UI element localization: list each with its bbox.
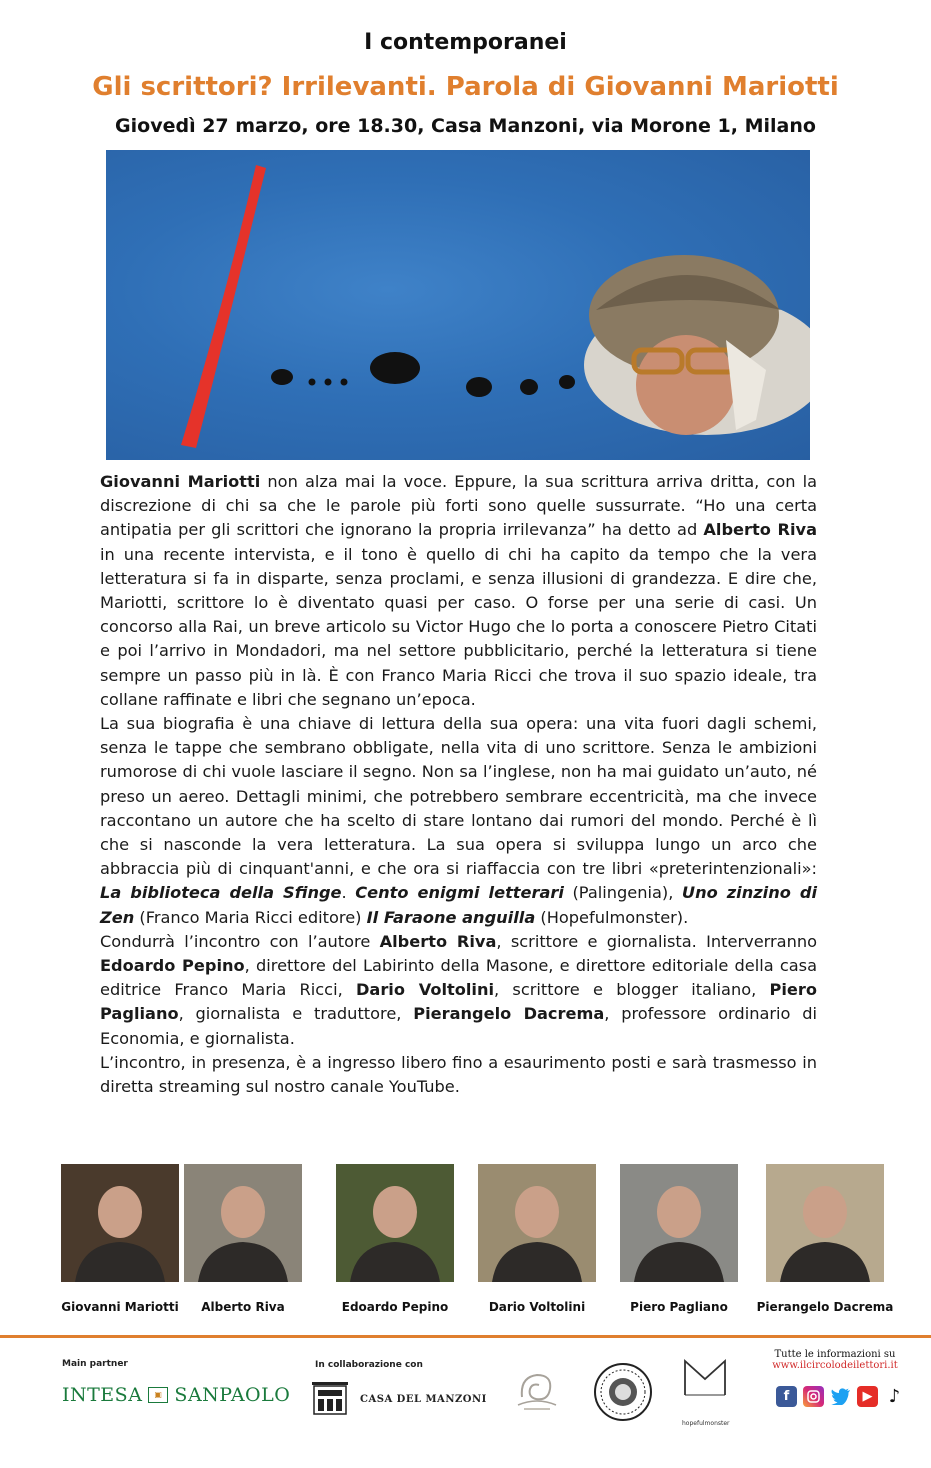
text-run: Condurrà l’incontro con l’autore (100, 931, 380, 951)
speaker-photo (184, 1164, 302, 1282)
text-run: , scrittore e giornalista. Interverranno (496, 931, 818, 951)
emphasis-text: Uno zinzino di Zen (100, 883, 817, 927)
series-label: I contemporanei (364, 30, 567, 55)
event-date: Giovedì 27 marzo, ore 18.30, Casa Manzoni, via Morone 1, Milano (115, 115, 816, 137)
casa-manzoni-logo[interactable] (310, 1380, 487, 1418)
facebook-icon[interactable]: f (776, 1386, 797, 1407)
emphasis-text: Dario Voltolini (355, 980, 495, 1000)
website-link[interactable]: www.ilcircolodeilettori.it (772, 1360, 898, 1371)
intesa-sanpaolo-logo[interactable] (62, 1384, 290, 1406)
emphasis-text: Edoardo Pepino (100, 956, 245, 976)
intesa-emblem-icon: ▣ (148, 1387, 168, 1403)
text-run: . (341, 883, 356, 903)
speakers-row (0, 1164, 931, 1324)
black-dot (325, 379, 332, 386)
speaker-card (462, 1164, 612, 1314)
speaker-photo (61, 1164, 179, 1282)
speaker-card (320, 1164, 470, 1314)
text-run: (Franco Maria Ricci editore) (134, 907, 367, 927)
emphasis-text: Giovanni Mariotti (100, 472, 261, 491)
speaker-name: Piero Pagliano (630, 1300, 728, 1314)
article-body (100, 470, 817, 1099)
speaker-name: Edoardo Pepino (341, 1300, 449, 1314)
black-dot (559, 375, 575, 389)
footer (0, 1345, 931, 1465)
emphasis-text: Alberto Riva (703, 520, 817, 540)
instagram-icon[interactable] (803, 1386, 824, 1407)
social-icons (776, 1386, 905, 1407)
youtube-icon[interactable]: ▶ (857, 1386, 878, 1407)
emphasis-text: Alberto Riva (379, 931, 497, 951)
hopefulmonster-name: hopefulmonster (682, 1420, 730, 1427)
portrait-silhouette-icon (766, 1164, 884, 1282)
intesa-right-word: SANPAOLO (174, 1384, 291, 1406)
author-portrait (584, 255, 810, 435)
paragraph-4 (100, 1051, 817, 1099)
text-run: , scrittore e blogger italiano, (494, 980, 770, 1000)
hopefulmonster-logo-icon[interactable] (683, 1357, 727, 1397)
info-block (760, 1349, 910, 1371)
casa-manzoni-emblem-icon (310, 1380, 350, 1418)
speaker-photo (766, 1164, 884, 1282)
text-run: La sua biografia è una chiave di lettura della sua opera: una vita fuori dagli schemi, senza le tappe che sembrano obbligate, nella vita di uno scrittore. Senza le ambizioni rumorose di chi vuole lasciare il segno. Non sa l’inglese, non ha mai guidato un’auto, né preso un aereo. Dettagli minimi, che potrebbero sembrare eccentricità, ma che invece raccontano un autore che ha scelto di stare lontano dai rumori del mondo. Perché è lì che si nasconde la vera letteratura. La sua opera si sviluppa lungo un arco che abbraccia più di cinquant'anni, e che ora si riaffaccia con tre libri «preterintenzionali»: (100, 714, 817, 879)
emphasis-text: Il Faraone anguilla (366, 907, 536, 927)
collab-label: In collaborazione con (315, 1360, 423, 1370)
main-partner-label: Main partner (62, 1359, 128, 1369)
text-run: (Hopefulmonster). (535, 907, 689, 927)
info-line: Tutte le informazioni su (774, 1349, 896, 1360)
speaker-card (604, 1164, 754, 1314)
paragraph-3 (100, 930, 817, 1051)
speaker-card (750, 1164, 900, 1314)
casa-manzoni-name: CASA DEL MANZONI (360, 1393, 487, 1405)
speaker-name: Pierangelo Dacrema (756, 1300, 894, 1314)
tiktok-icon[interactable]: ♪ (884, 1386, 905, 1407)
hero-image (106, 150, 810, 460)
portrait-silhouette-icon (61, 1164, 179, 1282)
text-run: , direttore del Labirinto della Masone, e direttore editoriale della casa editrice Franco Maria Ricci, (100, 956, 817, 1000)
speaker-card (168, 1164, 318, 1314)
text-run: , professore ordinario di Economia, e giornalista. (100, 1004, 817, 1048)
black-dot (466, 377, 492, 397)
palingenia-logo-icon[interactable] (512, 1367, 562, 1413)
red-brush-stroke (181, 165, 266, 448)
emphasis-text: Pierangelo Dacrema (413, 1004, 605, 1024)
text-run: (Palingenia), (563, 883, 682, 903)
portrait-silhouette-icon (478, 1164, 596, 1282)
black-dot (341, 379, 348, 386)
footer-divider (0, 1335, 931, 1338)
text-run: non alza mai la voce. Eppure, la sua scrittura arriva dritta, con la discrezione di chi sa che le parole più forti sono quelle sussurrate. “Ho una certa antipatia per gli scrittori che ignorano la propria irrilevanza” ha detto ad (100, 472, 817, 540)
black-dot (309, 379, 316, 386)
portrait-silhouette-icon (184, 1164, 302, 1282)
speaker-name: Alberto Riva (201, 1300, 285, 1314)
speaker-photo (620, 1164, 738, 1282)
speaker-photo (336, 1164, 454, 1282)
black-dot (271, 369, 293, 385)
speaker-name: Dario Voltolini (488, 1300, 586, 1314)
hero-artwork (106, 150, 810, 460)
text-run: in una recente intervista, e il tono è quello di chi ha capito da tempo che la vera letteratura si fa in disparte, senza proclami, e senza illusioni di grandezza. E dire che, Mariotti, scrittore lo è diventato quasi per caso. O forse per una serie di casi. Un concorso alla Rai, un breve articolo su Victor Hugo che lo porta a conoscere Pietro Citati e poi l’arrivo in Mondadori, ma nel settore pubblicitario, perché la letteratura si tiene sempre un passo più in là. È con Franco Maria Ricci che trova il suo spazio ideale, tra collane raffinate e libri che segnano un’epoca. (100, 544, 817, 709)
paragraph-1 (100, 470, 817, 712)
emphasis-text: Cento enigmi letterari (355, 883, 564, 903)
portrait-silhouette-icon (620, 1164, 738, 1282)
text-run: , giornalista e traduttore, (178, 1004, 414, 1024)
black-dot (370, 352, 420, 384)
event-title: Gli scrittori? Irrilevanti. Parola di Giovanni Mariotti (92, 72, 839, 102)
black-dot (520, 379, 538, 395)
speaker-photo (478, 1164, 596, 1282)
text-run: L’incontro, in presenza, è a ingresso libero fino a esaurimento posti e sarà trasmesso in diretta streaming sul nostro canale YouTube. (100, 1052, 817, 1097)
twitter-icon[interactable] (830, 1386, 851, 1407)
emphasis-text: La biblioteca della Sfinge (100, 883, 342, 903)
paragraph-2 (100, 712, 817, 930)
franco-maria-ricci-seal-icon[interactable] (592, 1361, 654, 1423)
portrait-silhouette-icon (336, 1164, 454, 1282)
speaker-name: Giovanni Mariotti (61, 1300, 179, 1314)
emphasis-text: Piero Pagliano (100, 980, 817, 1024)
intesa-left-word: INTESA (62, 1384, 143, 1406)
